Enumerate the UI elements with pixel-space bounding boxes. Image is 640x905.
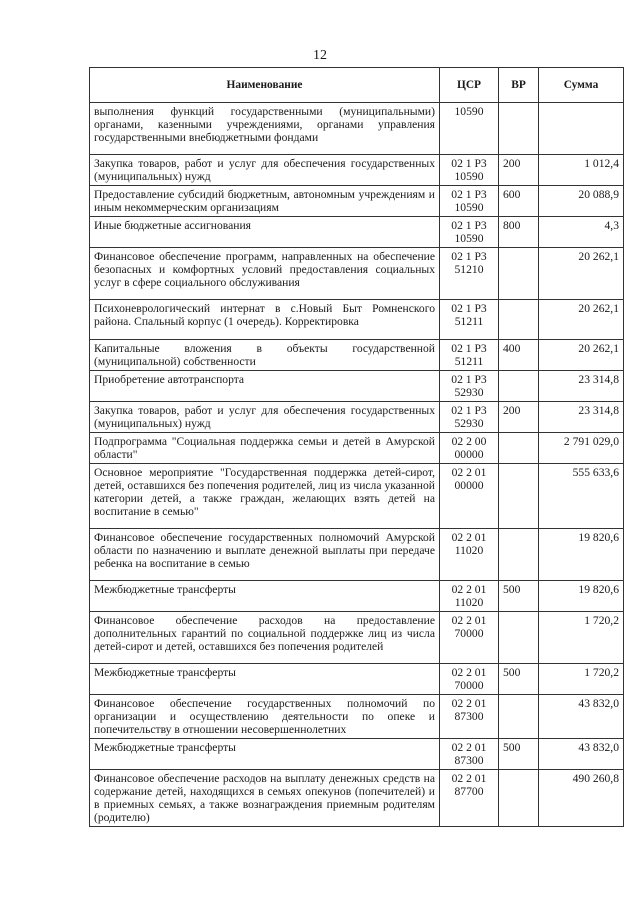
cell-csr: 02 2 01 70000 xyxy=(440,664,499,695)
cell-csr: 02 1 Р3 52930 xyxy=(440,402,499,433)
cell-sum: 23 314,8 xyxy=(539,371,624,402)
cell-vr: 400 xyxy=(499,340,539,371)
cell-name: Межбюджетные трансферты xyxy=(90,664,440,695)
cell-name: Финансовое обеспечение расходов на выплату денежных средств на содержание детей, находящихся в семьях опекунов (попечителей) и в приемных семьях, а также вознаграждения приемным родителям (родителю) xyxy=(90,770,440,827)
cell-vr xyxy=(499,300,539,340)
cell-sum: 19 820,6 xyxy=(539,529,624,581)
cell-name: Финансовое обеспечение государственных полномочий Амурской области по назначению и выплате денежной выплаты при передаче ребенка на воспитание в семью xyxy=(90,529,440,581)
cell-vr: 500 xyxy=(499,581,539,612)
cell-sum: 20 262,1 xyxy=(539,340,624,371)
cell-sum: 1 720,2 xyxy=(539,664,624,695)
cell-sum: 2 791 029,0 xyxy=(539,433,624,464)
table-row xyxy=(90,529,624,581)
cell-name: Иные бюджетные ассигнования xyxy=(90,217,440,248)
cell-vr xyxy=(499,695,539,739)
cell-csr: 02 1 Р3 51210 xyxy=(440,248,499,300)
cell-csr: 02 2 01 00000 xyxy=(440,464,499,529)
cell-vr: 200 xyxy=(499,155,539,186)
cell-vr: 600 xyxy=(499,186,539,217)
cell-name: Основное мероприятие "Государственная поддержка детей-сирот, детей, оставшихся без попечения родителей, лиц из числа указанной категории детей, а также граждан, желающих взять детей на воспитание в семью" xyxy=(90,464,440,529)
table-row xyxy=(90,770,624,827)
cell-name: Финансовое обеспечение программ, направленных на обеспечение безопасных и комфортных условий предоставления социальных услуг в сфере социального обслуживания xyxy=(90,248,440,300)
cell-name: Психоневрологический интернат в с.Новый Быт Ромненского района. Спальный корпус (1 очередь). Корректировка xyxy=(90,300,440,340)
cell-vr: 500 xyxy=(499,739,539,770)
table-row xyxy=(90,371,624,402)
cell-sum: 1 720,2 xyxy=(539,612,624,664)
cell-vr: 500 xyxy=(499,664,539,695)
table-row xyxy=(90,155,624,186)
cell-sum: 19 820,6 xyxy=(539,581,624,612)
cell-vr xyxy=(499,612,539,664)
cell-sum: 1 012,4 xyxy=(539,155,624,186)
cell-name: Капитальные вложения в объекты государственной (муниципальной) собственности xyxy=(90,340,440,371)
table-row xyxy=(90,402,624,433)
cell-name: Межбюджетные трансферты xyxy=(90,581,440,612)
cell-csr: 02 1 Р3 10590 xyxy=(440,217,499,248)
cell-sum: 490 260,8 xyxy=(539,770,624,827)
header-vr: ВР xyxy=(499,68,539,103)
cell-sum: 20 088,9 xyxy=(539,186,624,217)
table-row xyxy=(90,581,624,612)
table-row xyxy=(90,186,624,217)
table-row xyxy=(90,103,624,155)
header-sum: Сумма xyxy=(539,68,624,103)
cell-vr xyxy=(499,248,539,300)
cell-sum xyxy=(539,103,624,155)
cell-csr: 02 1 Р3 10590 xyxy=(440,155,499,186)
cell-sum: 20 262,1 xyxy=(539,248,624,300)
cell-vr xyxy=(499,433,539,464)
cell-csr: 02 1 Р3 52930 xyxy=(440,371,499,402)
cell-csr: 02 2 01 70000 xyxy=(440,612,499,664)
table-row xyxy=(90,612,624,664)
table-row xyxy=(90,340,624,371)
cell-name: Закупка товаров, работ и услуг для обеспечения государственных (муниципальных) нужд xyxy=(90,402,440,433)
cell-csr: 10590 xyxy=(440,103,499,155)
cell-vr xyxy=(499,464,539,529)
cell-name: Подпрограмма "Социальная поддержка семьи и детей в Амурской области" xyxy=(90,433,440,464)
cell-csr: 02 2 01 87300 xyxy=(440,739,499,770)
header-name: Наименование xyxy=(90,68,440,103)
cell-vr xyxy=(499,371,539,402)
budget-table xyxy=(89,67,624,827)
table-row xyxy=(90,217,624,248)
cell-vr: 200 xyxy=(499,402,539,433)
cell-csr: 02 2 00 00000 xyxy=(440,433,499,464)
cell-csr: 02 2 01 11020 xyxy=(440,581,499,612)
cell-name: Закупка товаров, работ и услуг для обеспечения государственных (муниципальных) нужд xyxy=(90,155,440,186)
table-row xyxy=(90,664,624,695)
cell-vr: 800 xyxy=(499,217,539,248)
cell-vr xyxy=(499,103,539,155)
cell-sum: 4,3 xyxy=(539,217,624,248)
cell-csr: 02 1 Р3 51211 xyxy=(440,340,499,371)
header-csr: ЦСР xyxy=(440,68,499,103)
table-header-row xyxy=(90,68,624,103)
cell-vr xyxy=(499,770,539,827)
cell-sum: 555 633,6 xyxy=(539,464,624,529)
table-row xyxy=(90,300,624,340)
table-row xyxy=(90,695,624,739)
cell-sum: 23 314,8 xyxy=(539,402,624,433)
table-row xyxy=(90,739,624,770)
cell-name: Финансовое обеспечение государственных полномочий по организации и осуществлению деятельности по опеке и попечительству в отношении несовершеннолетних xyxy=(90,695,440,739)
cell-csr: 02 2 01 87300 xyxy=(440,695,499,739)
cell-name: Межбюджетные трансферты xyxy=(90,739,440,770)
cell-csr: 02 1 Р3 51211 xyxy=(440,300,499,340)
cell-name: Финансовое обеспечение расходов на предоставление дополнительных гарантий по социальной поддержке лиц из числа детей-сирот и детей, оставшихся без попечения родителей xyxy=(90,612,440,664)
cell-name: Приобретение автотранспорта xyxy=(90,371,440,402)
table-body xyxy=(90,103,624,827)
cell-sum: 43 832,0 xyxy=(539,739,624,770)
cell-name: Предоставление субсидий бюджетным, автономным учреждениям и иным некоммерческим организациям xyxy=(90,186,440,217)
table-row xyxy=(90,433,624,464)
cell-sum: 43 832,0 xyxy=(539,695,624,739)
cell-csr: 02 2 01 87700 xyxy=(440,770,499,827)
cell-csr: 02 1 Р3 10590 xyxy=(440,186,499,217)
table-row xyxy=(90,248,624,300)
cell-vr xyxy=(499,529,539,581)
table-row xyxy=(90,464,624,529)
cell-name: выполнения функций государственными (муниципальными) органами, казенными учреждениями, органами управления государственными внебюджетными фондами xyxy=(90,103,440,155)
page-number: 12 xyxy=(313,48,327,63)
cell-csr: 02 2 01 11020 xyxy=(440,529,499,581)
cell-sum: 20 262,1 xyxy=(539,300,624,340)
